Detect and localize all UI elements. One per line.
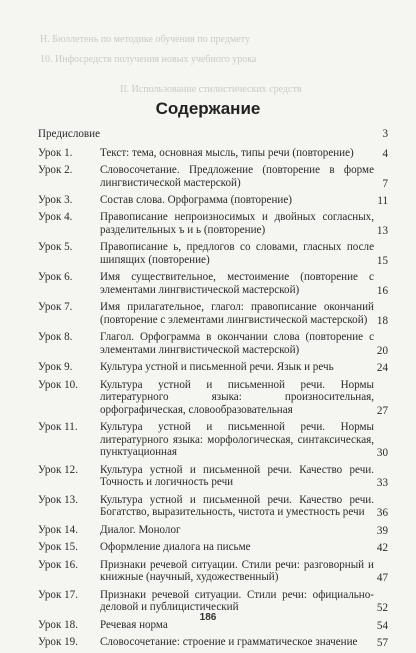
- toc-page-number: 42: [376, 542, 388, 555]
- toc-page-number: 16: [376, 284, 388, 297]
- toc-page-number: 3: [382, 128, 388, 140]
- toc-entry[interactable]: [38, 524, 388, 537]
- toc-lesson-label: Урок 4.: [38, 211, 73, 224]
- toc-lesson-label: Урок 11.: [38, 421, 78, 434]
- toc-page-number: 54: [376, 619, 388, 632]
- toc-entry-text: Имя прилагательное, глагол: правописание окончаний (повторение с элементами лингвистической мастерской): [100, 301, 374, 326]
- toc-page-number: 47: [376, 572, 388, 585]
- toc-page-number: 18: [376, 314, 388, 327]
- toc-entry-text: Диалог. Монолог: [100, 523, 181, 536]
- toc-lesson-label: Урок 19.: [38, 635, 79, 648]
- toc-lesson-label: Урок 7.: [38, 301, 73, 314]
- toc-entry-text: Текст: тема, основная мысль, типы речи (повторение): [100, 146, 354, 159]
- toc-entry[interactable]: [38, 559, 388, 584]
- toc-entry[interactable]: [38, 147, 388, 160]
- toc-entry[interactable]: [38, 331, 388, 356]
- toc-lesson-label: Урок 13.: [38, 493, 79, 506]
- toc-page-number: 39: [376, 524, 388, 537]
- table-of-contents: [38, 128, 388, 653]
- toc-entry[interactable]: [38, 494, 388, 519]
- toc-entry-text: Признаки речевой ситуации. Стили речи: разговорный и книжные (научный, художественный): [100, 558, 374, 584]
- toc-page-number: 11: [377, 194, 388, 207]
- toc-lesson-label: Урок 17.: [38, 588, 79, 601]
- toc-lesson-label: Урок 9.: [38, 361, 73, 374]
- toc-entry-text: Признаки речевой ситуации. Стили речи: официально-деловой и публицистический: [100, 588, 374, 614]
- toc-entry[interactable]: [38, 636, 388, 649]
- toc-entry[interactable]: [38, 301, 388, 326]
- toc-entry-text: Культура устной и письменной речи. Язык и речь: [100, 361, 334, 374]
- toc-entry-preface[interactable]: [38, 128, 388, 141]
- toc-entry-text: Правописание непроизносимых и двойных согласных, разделительных ъ и ь (повторение): [100, 211, 374, 236]
- toc-page-number: 13: [376, 224, 388, 237]
- toc-entry[interactable]: [38, 421, 388, 459]
- toc-lesson-label: Урок 3.: [38, 193, 73, 206]
- page-number: 186: [199, 612, 217, 623]
- toc-entry-text: Словосочетание. Предложение (повторение в форме лингвистической мастерской): [100, 163, 374, 189]
- toc-lesson-label: Урок 1.: [38, 146, 73, 159]
- toc-lesson-label: Урок 16.: [38, 558, 79, 571]
- toc-lesson-label: Урок 10.: [38, 378, 79, 391]
- toc-lesson-label: Урок 8.: [38, 331, 73, 344]
- toc-entry-text: Глагол. Орфограмма в окончании слова (повторение с элементами лингвистической мастерской): [100, 331, 374, 356]
- toc-lesson-label: Урок 2.: [38, 163, 73, 176]
- toc-entry[interactable]: [38, 241, 388, 266]
- toc-entry-text: Культура устной и письменной речи. Качество речи. Точность и логичность речи: [100, 463, 374, 489]
- toc-page-number: 24: [376, 362, 388, 375]
- toc-page-number: 33: [376, 477, 388, 490]
- bleed-through-text: 10. Инфосредств получения новых учебного урока: [40, 54, 257, 65]
- toc-entry-text: Словосочетание: строение и грамматическое значение: [100, 635, 358, 648]
- bleed-through-text: Н. Бюллетень по методике обучения по предмету: [40, 34, 250, 45]
- toc-page-number: 36: [376, 507, 388, 520]
- toc-entry[interactable]: [38, 464, 388, 489]
- toc-page-number: 20: [376, 344, 388, 357]
- toc-lesson-label: Урок 14.: [38, 523, 79, 536]
- bleed-through-text: II. Использование стилистических средств: [120, 84, 302, 95]
- toc-lesson-label: Урок 15.: [38, 541, 79, 554]
- toc-entry-text: Культура устной и письменной речи. Нормы литературного языка: морфологическая, синтаксическая, пунктуационная: [100, 421, 374, 459]
- toc-entry-text: Правописание ь, предлогов со словами, гласных после шипящих (повторение): [100, 241, 374, 266]
- toc-lesson-label: Урок 5.: [38, 241, 73, 254]
- toc-entry[interactable]: [38, 379, 388, 417]
- toc-entry-text: Культура устной и письменной речи. Нормы литературного языка: произносительная, орфографическая, словообразовательная: [100, 378, 374, 416]
- toc-entry-text: Предисловие: [38, 128, 101, 140]
- toc-entry[interactable]: [38, 271, 388, 296]
- toc-entry[interactable]: [38, 211, 388, 236]
- toc-lesson-label: Урок 6.: [38, 271, 73, 284]
- toc-entry[interactable]: [38, 164, 388, 189]
- toc-entry-text: Речевая норма: [100, 618, 168, 631]
- toc-page-number: 7: [382, 177, 388, 190]
- toc-entry-text: Состав слова. Орфограмма (повторение): [100, 193, 292, 206]
- toc-page-number: 57: [376, 636, 388, 649]
- toc-page-number: 30: [376, 447, 388, 460]
- toc-lesson-label: Урок 12.: [38, 463, 79, 476]
- page-title: Содержание: [155, 99, 261, 118]
- toc-entry-text: Оформление диалога на письме: [100, 541, 251, 554]
- toc-entry[interactable]: [38, 361, 388, 374]
- toc-entry[interactable]: [38, 194, 388, 207]
- toc-entry[interactable]: [38, 589, 388, 614]
- toc-entry[interactable]: [38, 541, 388, 554]
- toc-page-number: 4: [382, 147, 388, 160]
- toc-page-number: 52: [376, 602, 388, 615]
- toc-lesson-label: Урок 18.: [38, 618, 79, 631]
- toc-page-number: 27: [376, 404, 388, 417]
- toc-entry-text: Имя существительное, местоимение (повторение с элементами лингвистической мастерской): [100, 271, 374, 296]
- toc-entry-text: Культура устной и письменной речи. Качество речи. Богатство, выразительность, чистота и уместность речи: [100, 493, 374, 519]
- toc-page-number: 15: [376, 254, 388, 267]
